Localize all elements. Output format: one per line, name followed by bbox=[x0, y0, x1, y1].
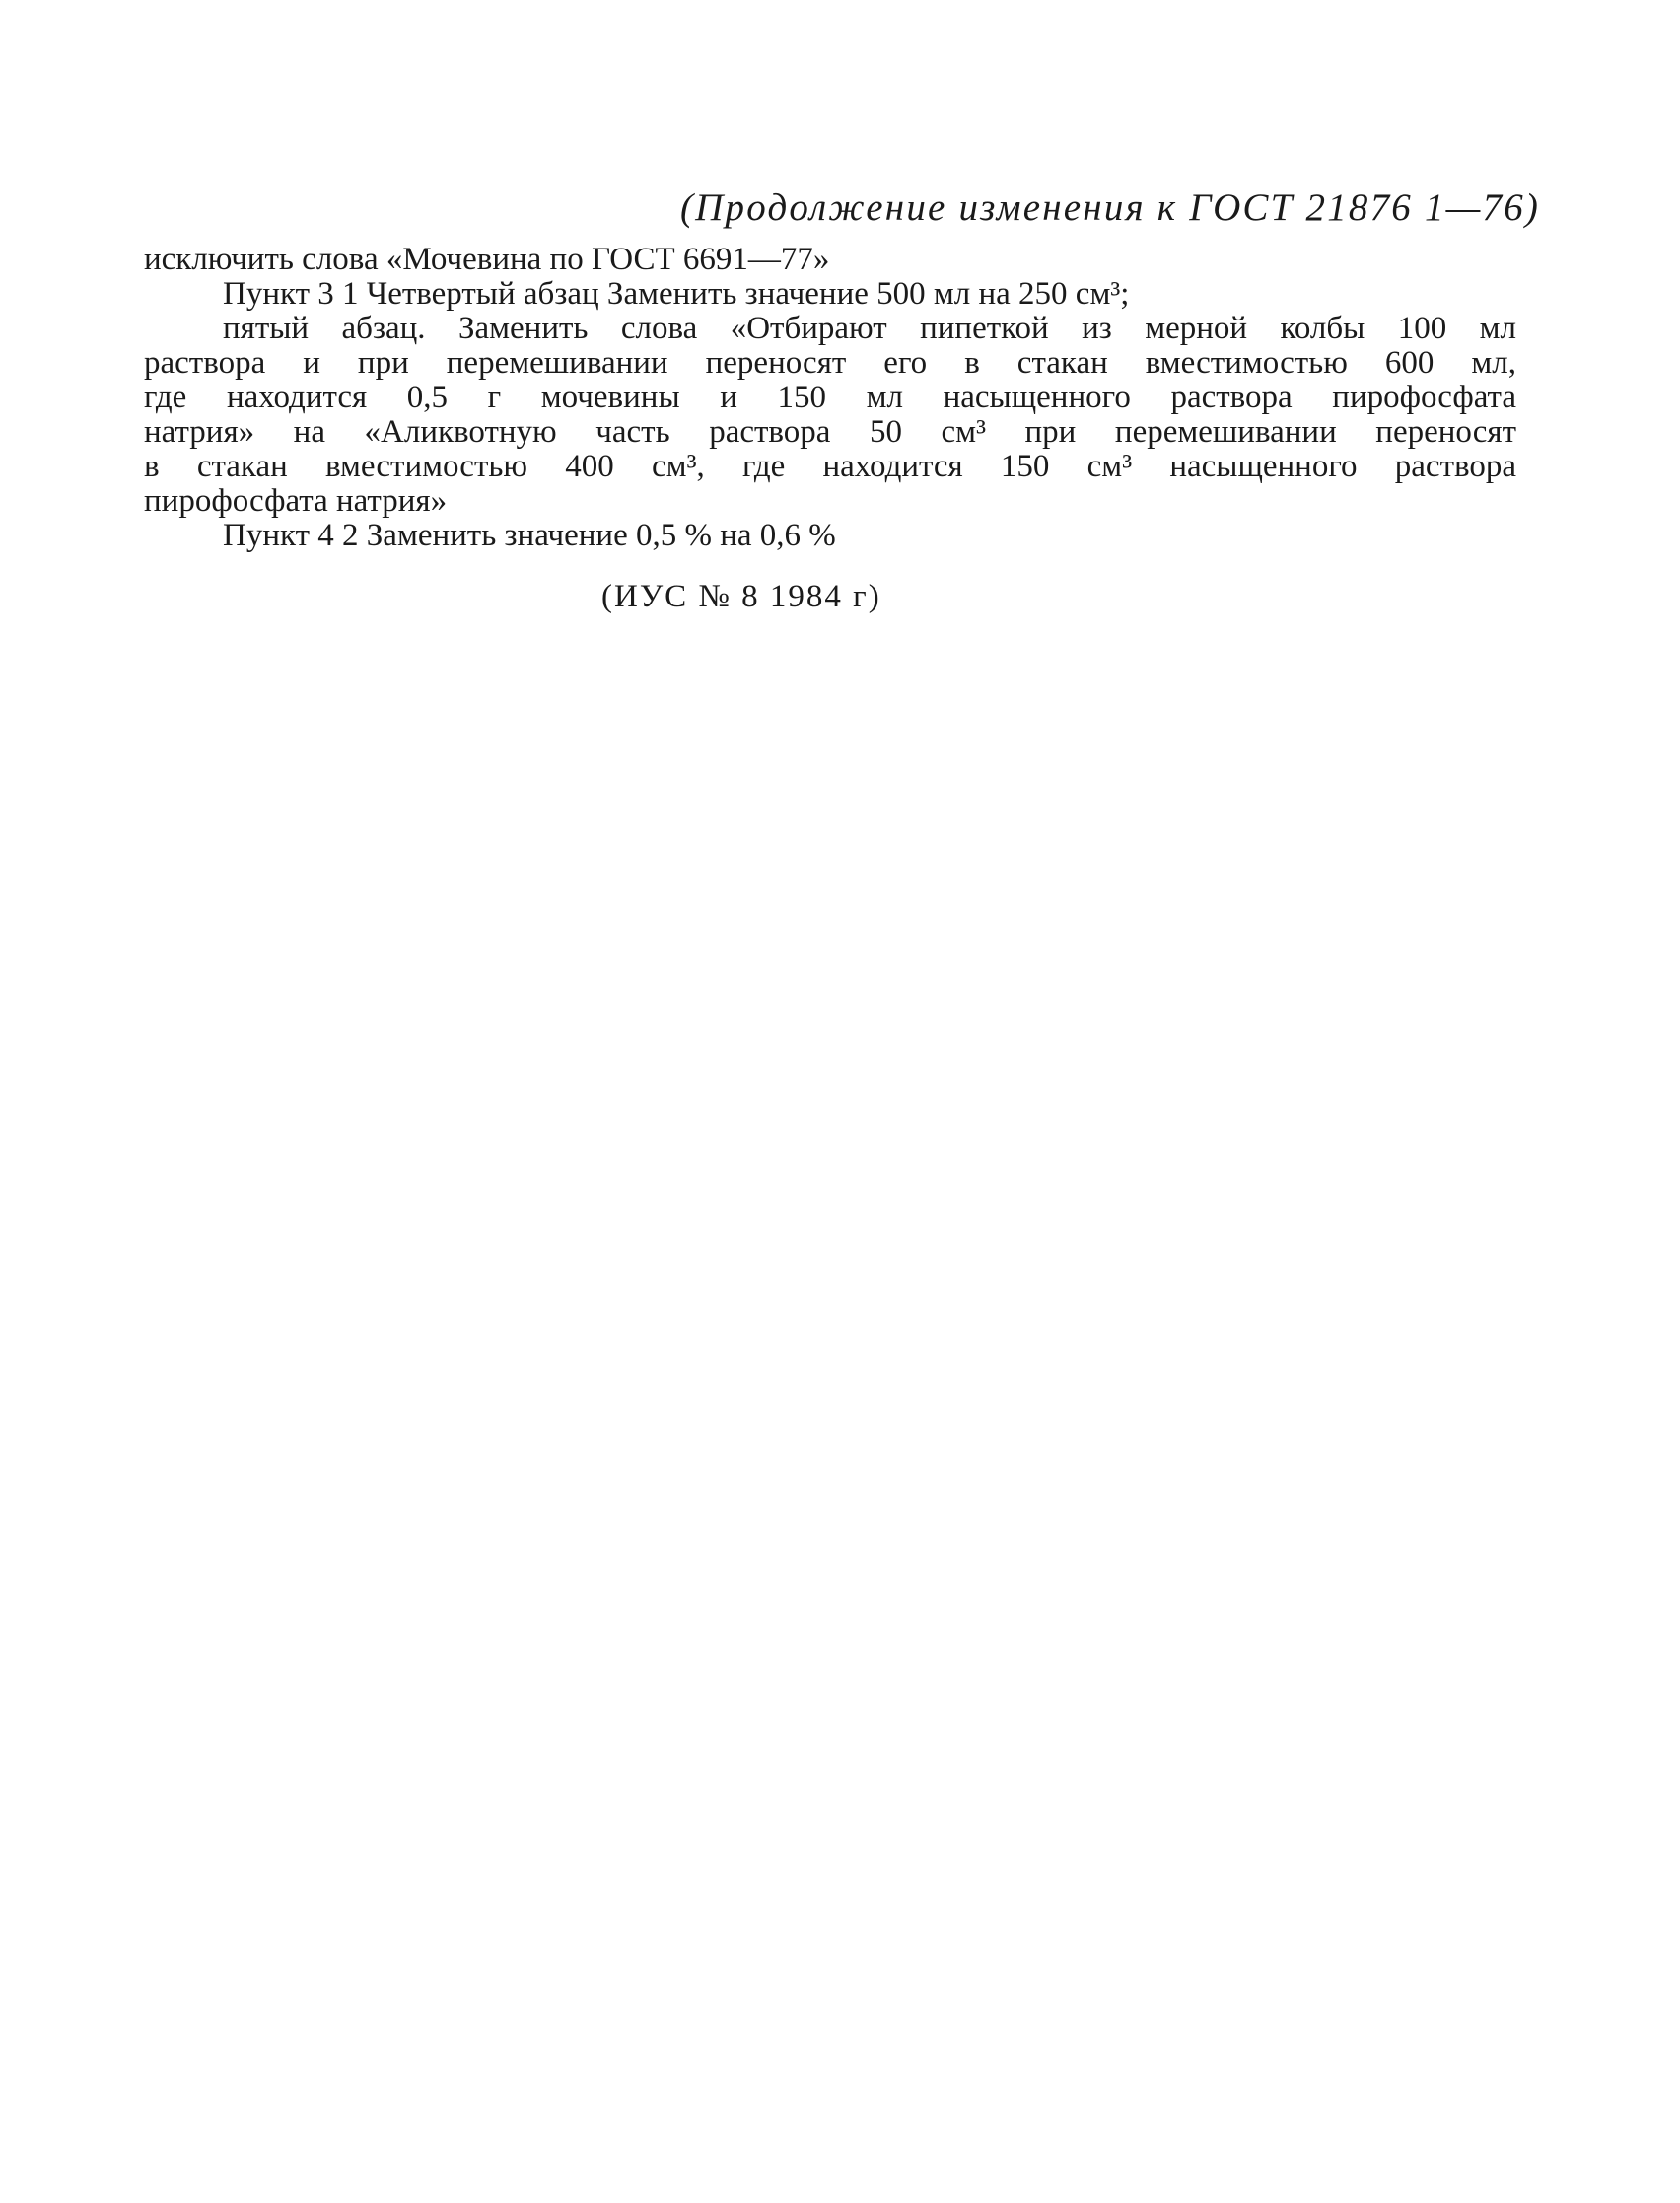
publication-reference: (ИУС № 8 1984 г) bbox=[601, 579, 881, 614]
text-line-7: в стакан вместимостью 400 см³, где находится 150 см³ насыщенного раствора bbox=[144, 449, 1516, 484]
text-line-2: Пункт 3 1 Четвертый абзац Заменить значение 500 мл на 250 см³; bbox=[223, 276, 1130, 312]
text-line-1: исключить слова «Мочевина по ГОСТ 6691—77» bbox=[144, 242, 830, 277]
text-line-4: раствора и при перемешивании переносят его в стакан вместимостью 600 мл, bbox=[144, 345, 1516, 381]
continuation-header: (Продолжение изменения к ГОСТ 21876 1—76) bbox=[680, 186, 1541, 229]
amendment-text bbox=[144, 243, 1516, 553]
text-line-9: Пункт 4 2 Заменить значение 0,5 % на 0,6 % bbox=[223, 518, 836, 553]
text-line-6: натрия» на «Аликвотную часть раствора 50 см³ при перемешивании переносят bbox=[144, 414, 1516, 450]
text-line-8: пирофосфата натрия» bbox=[144, 483, 448, 519]
text-line-3: пятый абзац. Заменить слова «Отбирают пипеткой из мерной колбы 100 мл bbox=[223, 311, 1516, 346]
text-line-5: где находится 0,5 г мочевины и 150 мл насыщенного раствора пирофосфата bbox=[144, 380, 1516, 415]
